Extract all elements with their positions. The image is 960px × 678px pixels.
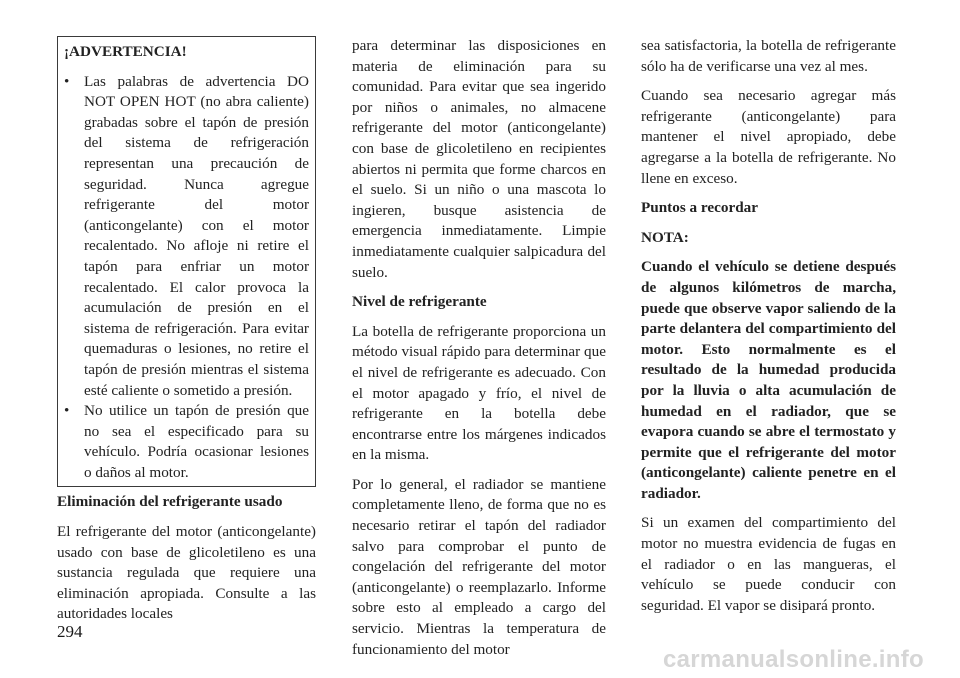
paragraph: La botella de refrigerante proporciona un método visual rápido para determinar que el nivel de refrigerante es adecuado. Con el motor apagado y frío, el nivel de refrigerante en la botella debe encontrarse entre los márgenes indicados en la misma.	[352, 322, 606, 464]
text-column-3	[641, 36, 896, 625]
warning-box	[57, 36, 316, 487]
watermark: carmanualsonline.info	[662, 646, 924, 673]
warning-bullet-text: No utilice un tapón de presión que no sea el especificado para su vehículo. Podría ocasionar lesiones o daños al motor.	[84, 402, 309, 481]
text-column-1	[57, 36, 316, 634]
note-label: NOTA:	[641, 228, 689, 246]
section-heading-nivel: Nivel de refrigerante	[352, 293, 487, 311]
paragraph: Si un examen del compartimiento del motor no muestra evidencia de fugas en el radiador o en las mangueras, el vehículo se puede conducir con seguridad. El vapor se disipará pronto.	[641, 514, 896, 614]
warning-bullet-text: Las palabras de advertencia DO NOT OPEN HOT (no abra caliente) grabadas sobre el tapón de presión del sistema de refrigeración representan una precaución de seguridad. Nunca agregue refrigerante del motor (anticongelante) con el motor recalentado. No afloje ni retire el tapón para enfriar un motor recalentado. El calor provoca la acumulación de presión en el sistema de refrigeración. Para evitar quemaduras o lesiones, no retire el tapón de presión mientras el sistema esté caliente o sometido a presión.	[84, 72, 309, 399]
paragraph: El refrigerante del motor (anticongelante) usado con base de glicoletileno es una sustancia regulada que requiere una eliminación apropiada. Consulte a las autoridades locales	[57, 523, 316, 623]
text-column-2	[352, 36, 606, 669]
page-number: 294	[57, 622, 83, 641]
bullet-icon: •	[64, 72, 70, 90]
paragraph: sea satisfactoria, la botella de refrigerante sólo ha de verificarse una vez al mes.	[641, 37, 896, 75]
warning-list	[64, 72, 309, 484]
warning-bullet-item	[64, 72, 309, 402]
note-text: Cuando el vehículo se detiene después de algunos kilómetros de marcha, puede que observe vapor saliendo de la parte delantera del compartimiento del motor. Esto normalmente es el resultado de la humedad producida por la lluvia o alta acumulación de humedad en el radiador, que se evapora cuando se abre el termostato y permite que el refrigerante del motor (anticongelante) caliente penetre en el radiador.	[641, 258, 896, 502]
warning-title: ¡ADVERTENCIA!	[64, 43, 187, 60]
section-heading-puntos: Puntos a recordar	[641, 199, 758, 217]
section-heading-eliminacion: Eliminación del refrigerante usado	[57, 493, 283, 511]
paragraph: Cuando sea necesario agregar más refrigerante (anticongelante) para mantener el nivel apropiado, debe agregarse a la botella de refrigerante. No llene en exceso.	[641, 87, 896, 187]
paragraph: Por lo general, el radiador se mantiene completamente lleno, de forma que no es necesario retirar el tapón del radiador salvo para comprobar el punto de congelación del refrigerante del motor (anticongelante) o reemplazarlo. Informe sobre esto al empleado a cargo del servicio. Mientras la temperatura de funcionamiento del motor	[352, 475, 606, 658]
warning-bullet-item	[64, 401, 309, 483]
bullet-icon: •	[64, 402, 70, 420]
paragraph: para determinar las disposiciones en materia de eliminación para su comunidad. Para evitar que sea ingerido por niños o animales, no almacene refrigerante del motor (anticongelante) con base de glicoletileno en recipientes abiertos ni permita que forme charcos en el suelo. Si un niño o una mascota lo ingieren, busque asistencia de emergencia inmediatamente. Limpie inmediatamente cualquier salpicadura del suelo.	[352, 37, 606, 281]
